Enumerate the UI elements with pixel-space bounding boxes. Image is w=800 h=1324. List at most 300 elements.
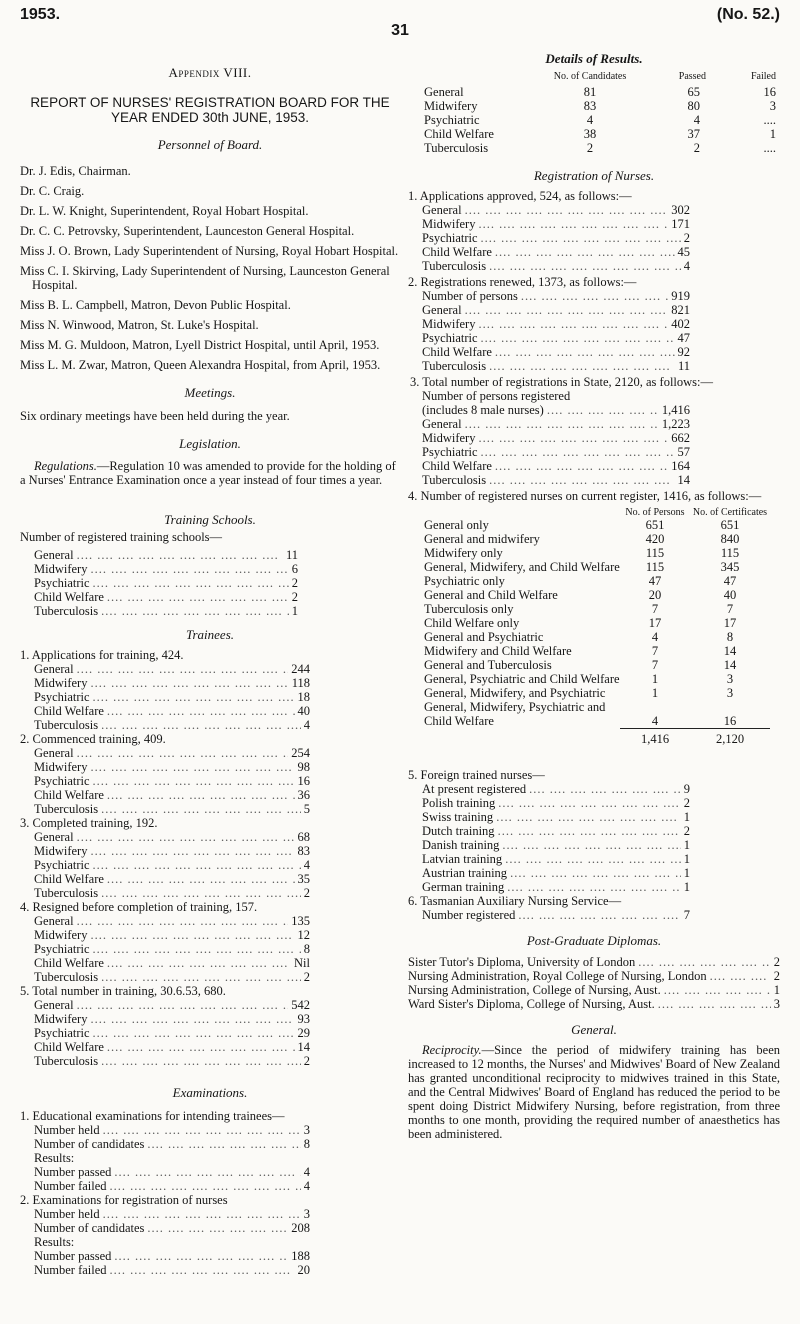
- row-value: 45: [677, 245, 690, 260]
- row-label: Number passed: [34, 1248, 112, 1263]
- leader-dots: [521, 289, 668, 303]
- leader-dots: [465, 203, 669, 217]
- details-column-header: Passed: [678, 70, 706, 82]
- applications-title: 1. Applications approved, 524, as follows:—: [408, 189, 632, 204]
- leader-dots: [107, 590, 289, 604]
- reciprocity-paragraph: [408, 1043, 780, 1141]
- foreign-row: [422, 824, 690, 838]
- row-label: Tuberculosis: [34, 886, 99, 901]
- leader-dots: [495, 245, 675, 259]
- current-label: General and Child Welfare: [424, 588, 558, 603]
- exam-row: [34, 1137, 310, 1151]
- row-label: (includes 8 male nurses): [422, 403, 544, 418]
- row-value: 402: [671, 317, 690, 332]
- row-value: 3: [773, 996, 780, 1011]
- row-value: 57: [677, 445, 690, 460]
- row-value: 2: [683, 231, 690, 246]
- trainee-row: [34, 1040, 310, 1054]
- details-failed: 1: [769, 126, 776, 141]
- details-label: Child Welfare: [424, 126, 494, 141]
- row-value: 1: [683, 879, 690, 894]
- regulations-text: —Regulation 10 was amended to provide for the holding of a Nurses' Entrance Examination once a year instead of four times a year.: [20, 459, 396, 488]
- row-value: 4: [303, 718, 310, 733]
- leader-dots: [547, 403, 659, 417]
- details-row: [424, 141, 776, 155]
- renewal-row: [422, 289, 690, 303]
- row-value: 93: [297, 1012, 310, 1027]
- row-value: 1: [683, 865, 690, 880]
- row-value: 2: [303, 970, 310, 985]
- row-label: Psychiatric: [34, 942, 90, 957]
- meetings-text: Six ordinary meetings have been held during the year.: [20, 408, 290, 423]
- leader-dots: [638, 955, 770, 969]
- examinations-block: [20, 1109, 310, 1277]
- row-label: Ward Sister's Diploma, College of Nursing, Aust.: [408, 996, 655, 1011]
- trainee-row: [34, 998, 310, 1012]
- trainees-section-title: 4. Resigned before completion of training, 157.: [20, 900, 258, 915]
- leader-dots: [101, 1054, 301, 1068]
- exam-result-row: [34, 1249, 310, 1263]
- current-certificates: 40: [723, 588, 737, 603]
- row-value: 2: [683, 823, 690, 838]
- row-value: 1,416: [661, 403, 690, 418]
- current-label: General, Midwifery, Psychiatric and Child Welfare: [424, 700, 606, 729]
- leader-dots: [77, 662, 289, 676]
- trainee-row: [34, 970, 310, 984]
- leader-dots: [77, 998, 289, 1012]
- current-totals-row: [424, 728, 770, 746]
- row-value: 98: [297, 760, 310, 775]
- leader-dots: [147, 1221, 288, 1235]
- application-row: [422, 231, 690, 245]
- right-column: [408, 52, 780, 1141]
- row-value: 1: [291, 603, 298, 618]
- training-school-row: [34, 562, 298, 576]
- current-register-row: [424, 644, 770, 658]
- trainee-row: [34, 676, 310, 690]
- row-value: 2: [303, 1054, 310, 1069]
- row-label: Midwifery: [422, 217, 476, 232]
- foreign-rows: [408, 782, 690, 894]
- row-label: Psychiatric: [422, 445, 478, 460]
- details-row: [424, 99, 776, 113]
- row-label: Tuberculosis: [422, 259, 487, 274]
- row-label: General: [422, 417, 462, 432]
- renewal-row: [422, 359, 690, 373]
- reciprocity-lead: Reciprocity.: [422, 1043, 482, 1058]
- current-certificates: 7: [726, 602, 734, 617]
- leader-dots: [90, 928, 294, 942]
- details-label: General: [424, 84, 464, 99]
- row-value: 9: [683, 781, 690, 796]
- row-label: Tuberculosis: [34, 970, 99, 985]
- leader-dots: [502, 838, 680, 852]
- row-label: Nursing Administration, College of Nursing, Aust.: [408, 982, 661, 997]
- personnel-member: Dr. C. Craig.: [20, 184, 85, 199]
- training-school-row: [34, 576, 298, 590]
- trainee-row: [34, 718, 310, 732]
- row-value: 29: [297, 1026, 310, 1041]
- application-row: [422, 259, 690, 273]
- exam1-rows: [20, 1123, 310, 1151]
- details-candidates: 2: [586, 140, 594, 155]
- row-label: Tuberculosis: [422, 473, 487, 488]
- leader-dots: [505, 852, 681, 866]
- leader-dots: [110, 1263, 295, 1277]
- row-value: 244: [291, 662, 310, 677]
- current-label: General and Psychiatric: [424, 630, 544, 645]
- current-register-row: [424, 546, 770, 560]
- current-certificates: 840: [720, 532, 740, 547]
- current-total-persons: 1,416: [620, 728, 690, 746]
- personnel-member: Dr. C. C. Petrovsky, Superintendent, Launceston General Hospital.: [20, 224, 355, 239]
- training-heading: Training Schools.: [164, 512, 256, 528]
- trainee-row: [34, 690, 310, 704]
- current-register-row: [424, 574, 770, 588]
- leader-dots: [498, 796, 680, 810]
- training-schools-list: [20, 548, 298, 618]
- row-value: 40: [297, 704, 310, 719]
- foreign-row: [422, 782, 690, 796]
- row-label: Midwifery: [34, 561, 88, 576]
- trainee-row: [34, 746, 310, 760]
- current-register-row: [424, 700, 770, 728]
- current-label: General, Midwifery, and Child Welfare: [424, 560, 620, 575]
- row-value: 2: [773, 968, 780, 983]
- row-label: Dutch training: [422, 823, 495, 838]
- row-label: Psychiatric: [34, 858, 90, 873]
- trainee-row: [34, 788, 310, 802]
- row-label: Number of candidates: [34, 1220, 145, 1235]
- trainee-row: [34, 872, 310, 886]
- current-label: Tuberculosis only: [424, 602, 514, 617]
- paper-number: (No. 52.): [716, 6, 780, 23]
- row-label: Midwifery: [34, 928, 88, 943]
- leader-dots: [107, 704, 295, 718]
- trainees-section-rows: [20, 746, 310, 816]
- leader-dots: [90, 562, 288, 576]
- row-value: 2: [773, 954, 780, 969]
- leader-dots: [103, 1207, 301, 1221]
- details-failed: 3: [769, 98, 776, 113]
- leader-dots: [93, 576, 289, 590]
- row-value: 2: [291, 589, 298, 604]
- row-value: 14: [677, 473, 690, 488]
- row-value: 1,223: [661, 417, 690, 432]
- current-persons: 7: [651, 658, 659, 673]
- postgraduate-row: [408, 983, 780, 997]
- exam1-results: [20, 1165, 310, 1193]
- examinations-heading: Examinations.: [172, 1085, 248, 1101]
- leader-dots: [664, 983, 771, 997]
- personnel-member: Miss M. G. Muldoon, Matron, Lyell District Hospital, until April, 1953.: [20, 338, 380, 353]
- row-label: Number passed: [34, 1164, 112, 1179]
- leader-dots: [478, 317, 668, 331]
- leader-dots: [465, 303, 669, 317]
- leader-dots: [710, 969, 771, 983]
- row-label: Child Welfare: [34, 788, 104, 803]
- row-label: General: [422, 203, 462, 218]
- training-intro: Number of registered training schools—: [20, 529, 223, 544]
- exam-row: [34, 1123, 310, 1137]
- row-label: Midwifery: [34, 760, 88, 775]
- training-school-row: [34, 604, 298, 618]
- training-school-row: [34, 548, 298, 562]
- row-label: Tuberculosis: [422, 359, 487, 374]
- row-label: Number of candidates: [34, 1136, 145, 1151]
- row-value: 118: [291, 676, 310, 691]
- row-value: 6: [291, 561, 298, 576]
- current-persons: 17: [648, 616, 662, 631]
- row-value: 3: [303, 1122, 310, 1137]
- current-certificates: 47: [723, 574, 737, 589]
- current-persons: 115: [645, 546, 665, 561]
- current-persons: 420: [645, 532, 665, 547]
- foreign-row: [422, 796, 690, 810]
- row-label: General: [422, 303, 462, 318]
- row-label: General: [34, 914, 74, 929]
- current-persons: 115: [645, 560, 665, 575]
- leader-dots: [103, 1123, 301, 1137]
- page-number: 31: [391, 22, 409, 39]
- applications-rows: [408, 203, 690, 273]
- row-label: Psychiatric: [34, 575, 90, 590]
- personnel-member: Miss C. I. Skirving, Lady Superintendent of Nursing, Launceston General Hospital.: [20, 264, 390, 293]
- row-label: Latvian training: [422, 851, 503, 866]
- current-register-title: 4. Number of registered nurses on current register, 1416, as follows:—: [408, 489, 762, 504]
- row-label: Midwifery: [422, 317, 476, 332]
- row-value: 3: [303, 1206, 310, 1221]
- current-persons: 651: [645, 518, 665, 533]
- row-value: 18: [297, 690, 310, 705]
- current-label: Midwifery and Child Welfare: [424, 644, 572, 659]
- row-value: 919: [671, 289, 690, 304]
- leader-dots: [465, 417, 659, 431]
- current-persons: 4: [651, 630, 659, 645]
- row-label: General: [34, 662, 74, 677]
- row-value: 135: [291, 914, 310, 929]
- leader-dots: [77, 548, 283, 562]
- trainees-section-title: 3. Completed training, 192.: [20, 816, 158, 831]
- foreign-row: [422, 838, 690, 852]
- exam1-title: 1. Educational examinations for intending trainees—: [20, 1108, 285, 1123]
- leader-dots: [658, 997, 771, 1011]
- row-value: 188: [291, 1248, 310, 1263]
- foreign-row: [422, 880, 690, 894]
- details-row: [424, 113, 776, 127]
- details-table: [424, 71, 776, 155]
- row-label: Psychiatric: [34, 774, 90, 789]
- total-row: [422, 403, 690, 417]
- leader-dots: [90, 760, 294, 774]
- renewal-row: [422, 331, 690, 345]
- row-value: 4: [303, 1164, 310, 1179]
- exam1-results-label: Results:: [34, 1150, 75, 1165]
- row-value: 821: [671, 303, 690, 318]
- current-label: General, Psychiatric and Child Welfare: [424, 672, 620, 687]
- leader-dots: [90, 1012, 294, 1026]
- row-label: Swiss training: [422, 809, 494, 824]
- row-value: 11: [677, 359, 690, 374]
- renewals-rows: [408, 289, 690, 373]
- row-label: Midwifery: [34, 676, 88, 691]
- leader-dots: [77, 746, 289, 760]
- row-label: Midwifery: [34, 844, 88, 859]
- row-label: Psychiatric: [34, 690, 90, 705]
- row-label: Austrian training: [422, 865, 508, 880]
- current-register-row: [424, 672, 770, 686]
- exam2-results: [20, 1249, 310, 1277]
- details-passed: 2: [693, 140, 700, 155]
- row-label: Child Welfare: [34, 1040, 104, 1055]
- current-register-row: [424, 602, 770, 616]
- training-school-row: [34, 590, 298, 604]
- trainee-row: [34, 1054, 310, 1068]
- row-value: 208: [291, 1220, 310, 1235]
- row-label: Tuberculosis: [34, 802, 99, 817]
- leader-dots: [114, 1249, 288, 1263]
- row-value: 171: [671, 217, 690, 232]
- current-certificates: 14: [723, 658, 737, 673]
- current-persons: 1: [651, 686, 659, 701]
- current-label: General, Midwifery, and Psychiatric: [424, 686, 606, 701]
- personnel-heading: Personnel of Board.: [157, 136, 263, 152]
- details-row: [424, 85, 776, 99]
- row-value: 1: [773, 982, 780, 997]
- row-label: At present registered: [422, 781, 527, 796]
- details-candidates: 4: [586, 112, 594, 127]
- row-value: 8: [303, 942, 310, 957]
- current-register-row: [424, 518, 770, 532]
- current-persons: 47: [648, 574, 662, 589]
- details-header-row: [424, 71, 776, 85]
- foreign-row: [422, 810, 690, 824]
- personnel-member: Miss B. L. Campbell, Matron, Devon Public Hospital.: [20, 298, 291, 313]
- current-register-row: [424, 616, 770, 630]
- leader-dots: [107, 872, 295, 886]
- trainee-row: [34, 942, 310, 956]
- leader-dots: [90, 676, 288, 690]
- current-column-header: No. of Certificates: [692, 507, 768, 519]
- row-value: 164: [671, 459, 690, 474]
- trainee-row: [34, 774, 310, 788]
- row-label: Polish training: [422, 795, 496, 810]
- row-value: 35: [297, 872, 310, 887]
- row-label: Midwifery: [422, 431, 476, 446]
- leader-dots: [489, 359, 675, 373]
- leader-dots: [101, 604, 289, 618]
- row-value: 20: [297, 1262, 310, 1277]
- current-register-table: [424, 507, 770, 746]
- application-row: [422, 217, 690, 231]
- personnel-member: Miss N. Winwood, Matron, St. Luke's Hospital.: [20, 318, 259, 333]
- details-row: [424, 127, 776, 141]
- current-certificates: 115: [720, 546, 740, 561]
- row-value: 2: [683, 795, 690, 810]
- leader-dots: [77, 830, 295, 844]
- totals-rows: [408, 403, 690, 487]
- row-value: 5: [303, 802, 310, 817]
- leader-dots: [110, 1179, 301, 1193]
- leader-dots: [478, 431, 668, 445]
- row-value: 1: [683, 851, 690, 866]
- details-passed: 65: [687, 84, 700, 99]
- personnel-member: Dr. J. Edis, Chairman.: [20, 164, 131, 179]
- application-row: [422, 245, 690, 259]
- total-row: [422, 473, 690, 487]
- leader-dots: [93, 858, 301, 872]
- row-label: Child Welfare: [422, 459, 492, 474]
- row-value: Nil: [294, 956, 310, 971]
- row-label: Tuberculosis: [34, 1054, 99, 1069]
- row-label: General: [34, 746, 74, 761]
- current-certificates: 3: [726, 686, 734, 701]
- row-value: 2: [291, 575, 298, 590]
- foreign-title: 5. Foreign trained nurses—: [408, 767, 545, 782]
- details-column-header: No. of Candidates: [553, 70, 627, 82]
- leader-dots: [107, 788, 295, 802]
- row-label: Number failed: [34, 1178, 107, 1193]
- current-header-row: [424, 507, 770, 518]
- current-label: Midwifery only: [424, 546, 503, 561]
- leader-dots: [90, 844, 294, 858]
- trainee-row: [34, 1026, 310, 1040]
- details-failed: ....: [763, 112, 776, 127]
- trainee-row: [34, 760, 310, 774]
- postgraduate-row: [408, 969, 780, 983]
- current-column-header: No. of Persons: [625, 507, 685, 519]
- row-label: Child Welfare: [34, 956, 104, 971]
- details-label: Psychiatric: [424, 112, 480, 127]
- leader-dots: [101, 886, 301, 900]
- details-heading: Details of Results.: [545, 51, 643, 66]
- trainee-row: [34, 886, 310, 900]
- row-value: 254: [291, 746, 310, 761]
- personnel-member: Miss L. M. Zwar, Matron, Queen Alexandra Hospital, from April, 1953.: [20, 358, 381, 373]
- trainees-section-title: 5. Total number in training, 30.6.53, 680.: [20, 984, 226, 999]
- row-value: 4: [683, 259, 690, 274]
- row-value: 662: [671, 431, 690, 446]
- exam-result-row: [34, 1179, 310, 1193]
- report-title: REPORT OF NURSES' REGISTRATION BOARD FOR THE YEAR ENDED 30th JUNE, 1953.: [30, 94, 390, 126]
- trainee-row: [34, 830, 310, 844]
- trainees-section-rows: [20, 998, 310, 1068]
- details-candidates: 81: [583, 84, 597, 99]
- renewal-row: [422, 317, 690, 331]
- current-register-row: [424, 658, 770, 672]
- row-label: Number held: [34, 1122, 100, 1137]
- row-label: Child Welfare: [422, 245, 492, 260]
- details-label: Midwifery: [424, 98, 478, 113]
- row-label: Midwifery: [34, 1012, 88, 1027]
- row-label: Tuberculosis: [34, 603, 99, 618]
- trainee-row: [34, 928, 310, 942]
- details-passed: 37: [687, 126, 700, 141]
- row-value: 1: [683, 837, 690, 852]
- renewal-row: [422, 345, 690, 359]
- row-label: Child Welfare: [34, 704, 104, 719]
- current-certificates: 345: [720, 560, 740, 575]
- trainees-section-title: 1. Applications for training, 424.: [20, 648, 184, 663]
- row-label: Nursing Administration, Royal College of Nursing, London: [408, 968, 707, 983]
- row-value: 92: [677, 345, 690, 360]
- trainee-row: [34, 1012, 310, 1026]
- row-value: 4: [303, 858, 310, 873]
- current-persons: 4: [651, 713, 659, 728]
- postgraduate-list: [408, 955, 780, 1011]
- current-register-row: [424, 588, 770, 602]
- row-value: 4: [303, 1178, 310, 1193]
